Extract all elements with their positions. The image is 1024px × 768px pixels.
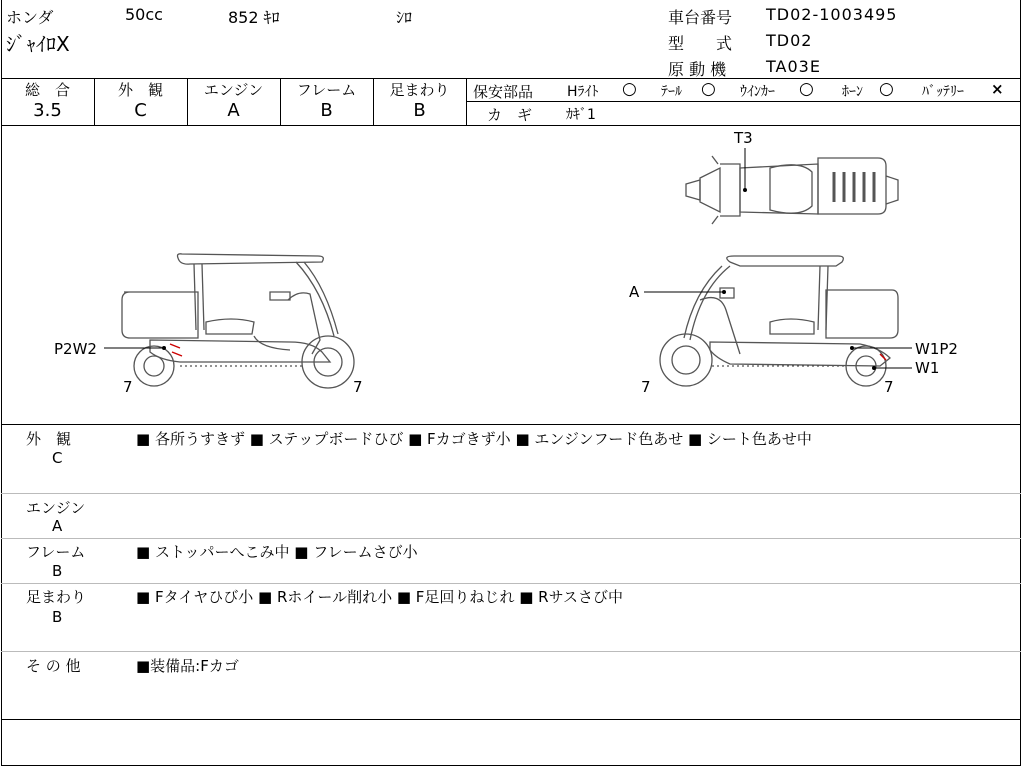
safety-mark: ○: [622, 79, 637, 99]
grade-label: 総 合: [24, 81, 70, 99]
frame-no-label: 車台番号: [668, 8, 733, 27]
divider: [1, 719, 1021, 720]
label-right-front-tire: 7: [641, 378, 651, 396]
section-label-suspension: 足まわり: [26, 588, 87, 606]
grade-value: 3.5: [33, 100, 62, 121]
section-label-other: そ の 他: [26, 657, 81, 675]
grade-label: 外 観: [117, 81, 163, 99]
safety-mark: ○: [701, 79, 716, 99]
label-p2w2: P2W2: [54, 340, 97, 358]
section-grade-engine: A: [52, 517, 63, 535]
divider: [1, 583, 1021, 584]
grade-label: フレーム: [296, 81, 357, 99]
engine-value: TA03E: [766, 57, 821, 76]
safety-item: ﾊﾞｯﾃﾘｰ: [922, 84, 964, 100]
scooter-top-view: [686, 156, 898, 224]
label-right-rear-tire: 7: [884, 378, 894, 396]
mileage: 852 ｷﾛ: [228, 8, 280, 27]
section-label-frame: フレーム: [26, 543, 86, 561]
grade-value: A: [227, 100, 240, 121]
scooter-left-view: [122, 254, 354, 388]
key-label: カ ギ: [487, 106, 533, 124]
divider: [1, 538, 1021, 539]
label-w1: W1: [915, 359, 940, 377]
safety-item: ｳｲﾝｶｰ: [740, 84, 775, 100]
engine-label: 原 動 機: [668, 60, 727, 79]
section-label-engine: エンジン: [26, 499, 86, 517]
section-grade-exterior: C: [52, 449, 63, 467]
safety-label: 保安部品: [473, 83, 534, 101]
divider: [1, 651, 1021, 652]
label-left-rear-tire: 7: [353, 378, 363, 396]
grade-label: エンジン: [203, 81, 264, 99]
section-text-suspension: ■ Fタイヤひび小 ■ Rホイール削れ小 ■ F足回りねじれ ■ Rサスさび中: [136, 588, 623, 606]
section-label-exterior: 外 観: [26, 430, 72, 448]
model-name: ｼﾞｬｲﾛX: [6, 32, 70, 56]
label-left-front-tire: 7: [123, 378, 133, 396]
label-t3: T3: [734, 129, 753, 147]
type-value: TD02: [766, 31, 813, 50]
section-text-other: ■装備品:Fカゴ: [136, 657, 239, 675]
safety-item: ﾃｰﾙ: [661, 84, 682, 100]
label-a: A: [629, 283, 640, 301]
type-label: 型 式: [668, 34, 733, 53]
grade-value: B: [320, 100, 333, 121]
grade-value: B: [413, 100, 426, 121]
grade-label: 足まわり: [389, 81, 450, 99]
maker: ホンダ: [6, 8, 54, 27]
displacement: 50cc: [125, 5, 163, 24]
safety-mark: ×: [991, 80, 1004, 98]
scooter-right-view: [660, 256, 898, 386]
key-value: ｶｷﾞ1: [566, 107, 596, 123]
frame-no: TD02-1003495: [766, 5, 898, 24]
grade-value: C: [134, 100, 147, 121]
label-w1p2: W1P2: [915, 340, 958, 358]
safety-item: Hﾗｲﾄ: [567, 84, 599, 100]
safety-mark: ○: [799, 79, 814, 99]
divider: [1, 493, 1021, 494]
section-text-frame: ■ ストッパーへこみ中 ■ フレームさび小: [136, 543, 418, 561]
color: ｼﾛ: [396, 8, 413, 27]
section-grade-frame: B: [52, 562, 63, 580]
safety-mark: ○: [879, 79, 894, 99]
section-text-exterior: ■ 各所うすきず ■ ステップボードひび ■ Fカゴきず小 ■ エンジンフード色あせ ■ シート色あせ中: [136, 430, 812, 448]
safety-item: ﾎｰﾝ: [842, 84, 863, 100]
section-grade-suspension: B: [52, 608, 63, 626]
